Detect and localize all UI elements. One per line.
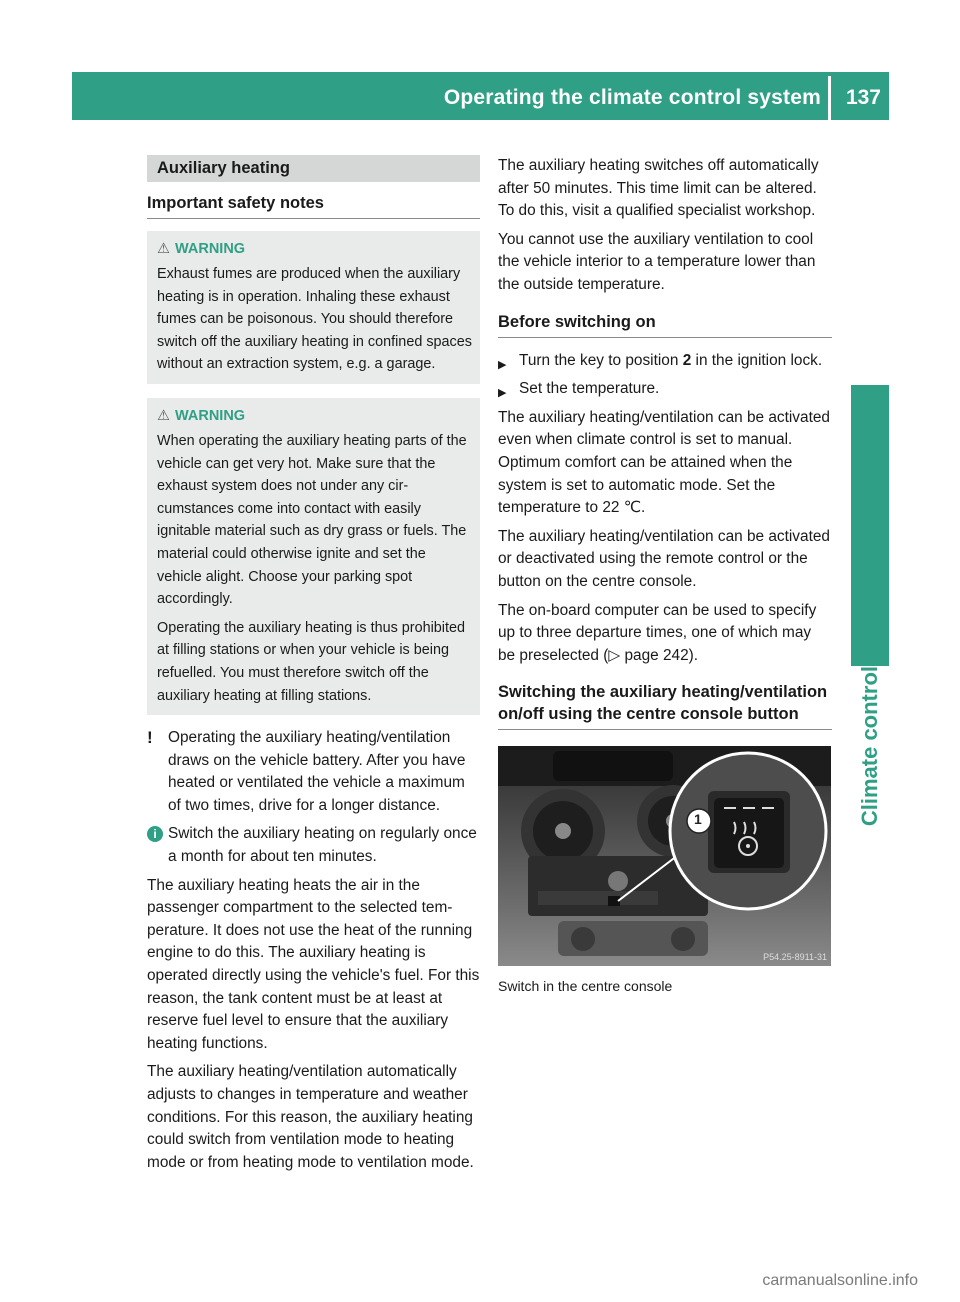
body-paragraph: The auxiliary heating/ventilation can be activated even when climate control is set to manual. Optimum comfort can be attained when the system is set to automatic mode. Set the temperature to 22 ℃.: [498, 408, 830, 517]
exclamation-icon: !: [147, 728, 153, 748]
subheading-before-switching: Before switching on: [498, 311, 832, 338]
figure-code: P54.25-8911-31: [763, 952, 827, 963]
warning-title: ⚠ WARNING: [157, 407, 246, 424]
callout-1: 1: [694, 811, 702, 828]
header-separator: [828, 76, 831, 120]
section-title: Auxiliary heating: [147, 155, 480, 182]
step-arrow-icon: ▶: [498, 387, 507, 400]
chapter-side-tab: [851, 385, 889, 666]
warning-triangle-icon: ⚠: [157, 407, 170, 424]
note-regular-use: i Switch the auxiliary heating on regularly once a month for about ten minutes.: [147, 823, 480, 868]
warning-box-hot-parts: [147, 398, 480, 715]
warning-title: ⚠ WARNING: [157, 241, 246, 257]
step-temperature: ▶ Set the temperature.: [498, 378, 832, 401]
body-paragraph: The on-board computer can be used to specify up to three departure times, one of which may be preselected (▷ page 242).: [498, 601, 817, 664]
right-column: [498, 155, 832, 996]
side-tab-label: Climate control: [857, 666, 882, 827]
body-paragraph: The auxiliary heating/ventilation can be activated or deactivated using the remote control or the button on the centre console.: [498, 527, 830, 590]
info-icon: i: [147, 826, 163, 842]
centre-console-photo: [498, 746, 831, 966]
left-column: [147, 155, 480, 1174]
console-illustration: [498, 746, 831, 966]
note-battery: ! Operating the auxiliary heating/ventilation draws on the vehicle battery. After you have heated or ventilated the vehicle a maximum of two times, drive for a longer distance.: [147, 728, 466, 814]
body-paragraph: You cannot use the auxiliary ventilation to cool the vehicle interior to a temperature lower than the outside temperature.: [498, 230, 816, 293]
warning-box-exhaust: [147, 231, 480, 384]
page-number: 137: [845, 86, 881, 109]
step-arrow-icon: ▶: [498, 358, 507, 371]
side-tab-label-box: [851, 666, 889, 827]
warning-triangle-icon: ⚠: [157, 241, 170, 257]
subheading-centre-console: Switching the auxiliary heating/ventilation on/off using the centre console button: [498, 681, 832, 730]
step-ignition: ▶ Turn the key to position 2 in the ignition lock.: [498, 350, 832, 373]
figure-caption: Switch in the centre console: [498, 978, 673, 995]
chapter-title: Operating the climate control system: [443, 86, 821, 109]
warning-text: When operating the auxiliary heating parts of the vehicle can get very hot. Make sure that the exhaust system does not under any circumstances come into contact with easily ignitable material such as dry grass or fuels. The material could otherwise ignite and set the vehicle alight. Choose your parking spot accordingly.: [157, 432, 467, 608]
body-paragraph: The auxiliary heating switches off automatically after 50 minutes. This time limit can be altered. To do this, visit a qualified specialist workshop.: [498, 157, 819, 220]
body-paragraph: The auxiliary heating/ventilation automatically adjusts to changes in temperature and weather conditions. For this reason, the auxiliary heating could switch from ventilation mode to heating mode or from heating mode to ventilation mode.: [147, 1063, 474, 1171]
subheading-safety: Important safety notes: [147, 192, 480, 219]
watermark: carmanualsonline.info: [762, 1272, 918, 1289]
page-header: [72, 72, 889, 120]
warning-text: Exhaust fumes are produced when the auxiliary heating is in operation. Inhaling these exhaust fumes can be poisonous. You should therefore switch off the auxiliary heating in confined spaces without an extraction system, e.g. a garage.: [157, 266, 472, 373]
body-paragraph: The auxiliary heating heats the air in the passenger compartment to the selected temperature. It does not use the heat of the running engine to do this. The auxiliary heating is operated directly using the vehicle's fuel. For this reason, the tank content must be at least at reserve fuel level to ensure that the auxiliary heating functions.: [147, 876, 480, 1052]
warning-text: Operating the auxiliary heating is thus prohibited at filling stations or when your vehicle is being refuelled. You must therefore switch off the auxiliary heating at filling stations.: [157, 619, 465, 704]
